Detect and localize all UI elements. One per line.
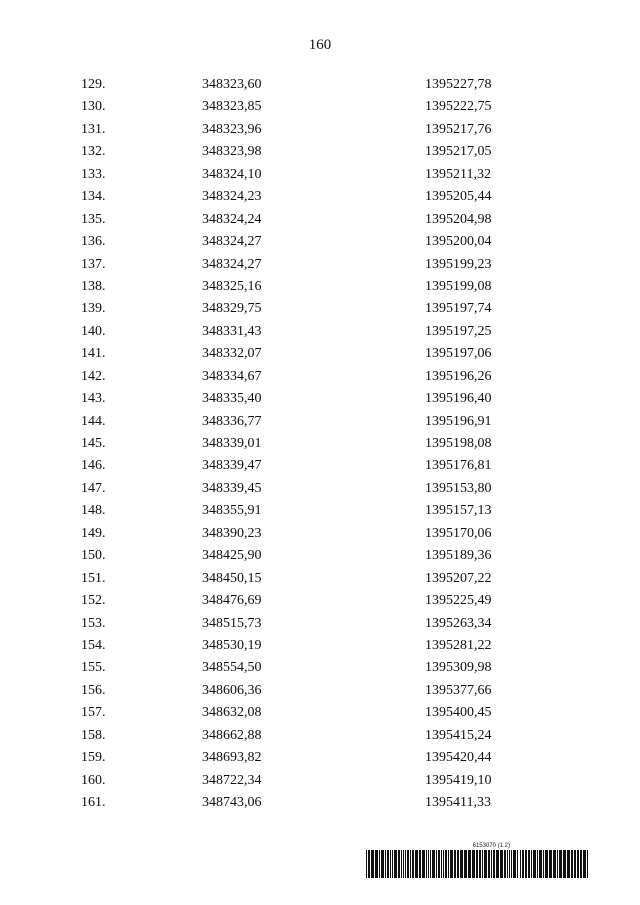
table-row bbox=[0, 298, 640, 320]
x-coordinate: 348632,08 bbox=[202, 705, 262, 721]
y-coordinate: 1395196,26 bbox=[425, 368, 492, 384]
x-coordinate: 348339,45 bbox=[202, 480, 262, 496]
table-row bbox=[0, 119, 640, 141]
row-number: 137. bbox=[81, 256, 106, 272]
table-row bbox=[0, 254, 640, 276]
x-coordinate: 348324,23 bbox=[202, 189, 262, 205]
y-coordinate: 1395200,04 bbox=[425, 234, 492, 250]
row-number: 148. bbox=[81, 503, 106, 519]
x-coordinate: 348324,10 bbox=[202, 166, 262, 182]
table-row bbox=[0, 500, 640, 522]
y-coordinate: 1395281,22 bbox=[425, 637, 492, 653]
x-coordinate: 348425,90 bbox=[202, 548, 262, 564]
x-coordinate: 348325,16 bbox=[202, 278, 262, 294]
x-coordinate: 348530,19 bbox=[202, 637, 262, 653]
row-number: 136. bbox=[81, 234, 106, 250]
x-coordinate: 348515,73 bbox=[202, 615, 262, 631]
row-number: 130. bbox=[81, 99, 106, 115]
y-coordinate: 1395217,05 bbox=[425, 144, 492, 160]
table-row bbox=[0, 455, 640, 477]
table-row bbox=[0, 164, 640, 186]
y-coordinate: 1395227,78 bbox=[425, 77, 492, 92]
table-row bbox=[0, 186, 640, 208]
table-row bbox=[0, 590, 640, 612]
y-coordinate: 1395377,66 bbox=[425, 682, 492, 698]
y-coordinate: 1395197,74 bbox=[425, 301, 492, 317]
barcode-image bbox=[366, 850, 590, 878]
table-row bbox=[0, 433, 640, 455]
y-coordinate: 1395400,45 bbox=[425, 705, 492, 721]
y-coordinate: 1395176,81 bbox=[425, 458, 492, 474]
row-number: 144. bbox=[81, 413, 106, 429]
x-coordinate: 348476,69 bbox=[202, 593, 262, 609]
row-number: 135. bbox=[81, 211, 106, 227]
x-coordinate: 348332,07 bbox=[202, 346, 262, 362]
x-coordinate: 348743,06 bbox=[202, 795, 262, 810]
x-coordinate: 348323,60 bbox=[202, 77, 262, 92]
x-coordinate: 348339,01 bbox=[202, 436, 262, 451]
x-coordinate: 348323,85 bbox=[202, 99, 262, 115]
y-coordinate: 1395217,76 bbox=[425, 121, 492, 137]
table-row bbox=[0, 568, 640, 590]
table-row bbox=[0, 321, 640, 343]
y-coordinate: 1395211,32 bbox=[425, 166, 491, 182]
row-number: 140. bbox=[81, 323, 106, 339]
y-coordinate: 1395309,98 bbox=[425, 660, 492, 676]
y-coordinate: 1395197,25 bbox=[425, 323, 492, 339]
table-row bbox=[0, 96, 640, 118]
row-number: 133. bbox=[81, 166, 106, 182]
y-coordinate: 1395222,75 bbox=[425, 99, 492, 115]
table-row bbox=[0, 545, 640, 567]
row-number: 139. bbox=[81, 301, 106, 317]
y-coordinate: 1395198,08 bbox=[425, 436, 492, 451]
y-coordinate: 1395205,44 bbox=[425, 189, 492, 205]
table-row bbox=[0, 388, 640, 410]
table-row bbox=[0, 141, 640, 163]
table-row bbox=[0, 680, 640, 702]
y-coordinate: 1395420,44 bbox=[425, 750, 492, 766]
y-coordinate: 1395189,36 bbox=[425, 548, 492, 564]
y-coordinate: 1395225,49 bbox=[425, 593, 492, 609]
x-coordinate: 348355,91 bbox=[202, 503, 262, 519]
row-number: 151. bbox=[81, 570, 106, 586]
x-coordinate: 348554,50 bbox=[202, 660, 262, 676]
table-row bbox=[0, 366, 640, 388]
x-coordinate: 348336,77 bbox=[202, 413, 262, 429]
x-coordinate: 348323,98 bbox=[202, 144, 262, 160]
row-number: 152. bbox=[81, 593, 106, 609]
y-coordinate: 1395197,06 bbox=[425, 346, 492, 362]
x-coordinate: 348722,34 bbox=[202, 772, 262, 788]
row-number: 132. bbox=[81, 144, 106, 160]
row-number: 154. bbox=[81, 637, 106, 653]
table-row bbox=[0, 725, 640, 747]
y-coordinate: 1395411,33 bbox=[425, 795, 491, 810]
row-number: 153. bbox=[81, 615, 106, 631]
table-row bbox=[0, 74, 640, 96]
x-coordinate: 348335,40 bbox=[202, 391, 262, 407]
x-coordinate: 348324,27 bbox=[202, 256, 262, 272]
row-number: 156. bbox=[81, 682, 106, 698]
table-row bbox=[0, 276, 640, 298]
row-number: 134. bbox=[81, 189, 106, 205]
y-coordinate: 1395415,24 bbox=[425, 727, 492, 743]
y-coordinate: 1395170,06 bbox=[425, 525, 492, 541]
x-coordinate: 348662,88 bbox=[202, 727, 262, 743]
x-coordinate: 348334,67 bbox=[202, 368, 262, 384]
table-row bbox=[0, 657, 640, 679]
x-coordinate: 348390,23 bbox=[202, 525, 262, 541]
y-coordinate: 1395196,40 bbox=[425, 391, 492, 407]
table-row bbox=[0, 411, 640, 433]
x-coordinate: 348324,24 bbox=[202, 211, 262, 227]
table-row bbox=[0, 613, 640, 635]
row-number: 150. bbox=[81, 548, 106, 564]
y-coordinate: 1395263,34 bbox=[425, 615, 492, 631]
page-number: 160 bbox=[308, 37, 332, 53]
table-row bbox=[0, 478, 640, 500]
row-number: 138. bbox=[81, 278, 106, 294]
table-row bbox=[0, 343, 640, 365]
y-coordinate: 1395419,10 bbox=[425, 772, 492, 788]
x-coordinate: 348450,15 bbox=[202, 570, 262, 586]
y-coordinate: 1395204,98 bbox=[425, 211, 492, 227]
x-coordinate: 348324,27 bbox=[202, 234, 262, 250]
row-number: 158. bbox=[81, 727, 106, 743]
row-number: 142. bbox=[81, 368, 106, 384]
table-row bbox=[0, 702, 640, 724]
row-number: 157. bbox=[81, 705, 106, 721]
barcode-block bbox=[366, 842, 590, 878]
y-coordinate: 1395207,22 bbox=[425, 570, 492, 586]
table-row bbox=[0, 209, 640, 231]
row-number: 129. bbox=[81, 77, 106, 92]
x-coordinate: 348323,96 bbox=[202, 121, 262, 137]
table-row bbox=[0, 792, 640, 814]
y-coordinate: 1395196,91 bbox=[425, 413, 492, 429]
table-row bbox=[0, 747, 640, 769]
row-number: 159. bbox=[81, 750, 106, 766]
table-row bbox=[0, 523, 640, 545]
row-number: 155. bbox=[81, 660, 106, 676]
row-number: 149. bbox=[81, 525, 106, 541]
barcode-code: 6153070 (1.2) bbox=[472, 843, 510, 849]
row-number: 145. bbox=[81, 436, 106, 451]
coordinates-table bbox=[0, 74, 640, 814]
x-coordinate: 348329,75 bbox=[202, 301, 262, 317]
row-number: 131. bbox=[81, 121, 106, 137]
x-coordinate: 348339,47 bbox=[202, 458, 262, 474]
x-coordinate: 348693,82 bbox=[202, 750, 262, 766]
row-number: 161. bbox=[81, 795, 106, 810]
y-coordinate: 1395157,13 bbox=[425, 503, 492, 519]
row-number: 146. bbox=[81, 458, 106, 474]
y-coordinate: 1395199,23 bbox=[425, 256, 492, 272]
row-number: 141. bbox=[81, 346, 106, 362]
x-coordinate: 348606,36 bbox=[202, 682, 262, 698]
row-number: 147. bbox=[81, 480, 106, 496]
table-row bbox=[0, 770, 640, 792]
table-row bbox=[0, 231, 640, 253]
row-number: 143. bbox=[81, 391, 106, 407]
y-coordinate: 1395199,08 bbox=[425, 278, 492, 294]
x-coordinate: 348331,43 bbox=[202, 323, 262, 339]
row-number: 160. bbox=[81, 772, 106, 788]
table-row bbox=[0, 635, 640, 657]
y-coordinate: 1395153,80 bbox=[425, 480, 492, 496]
